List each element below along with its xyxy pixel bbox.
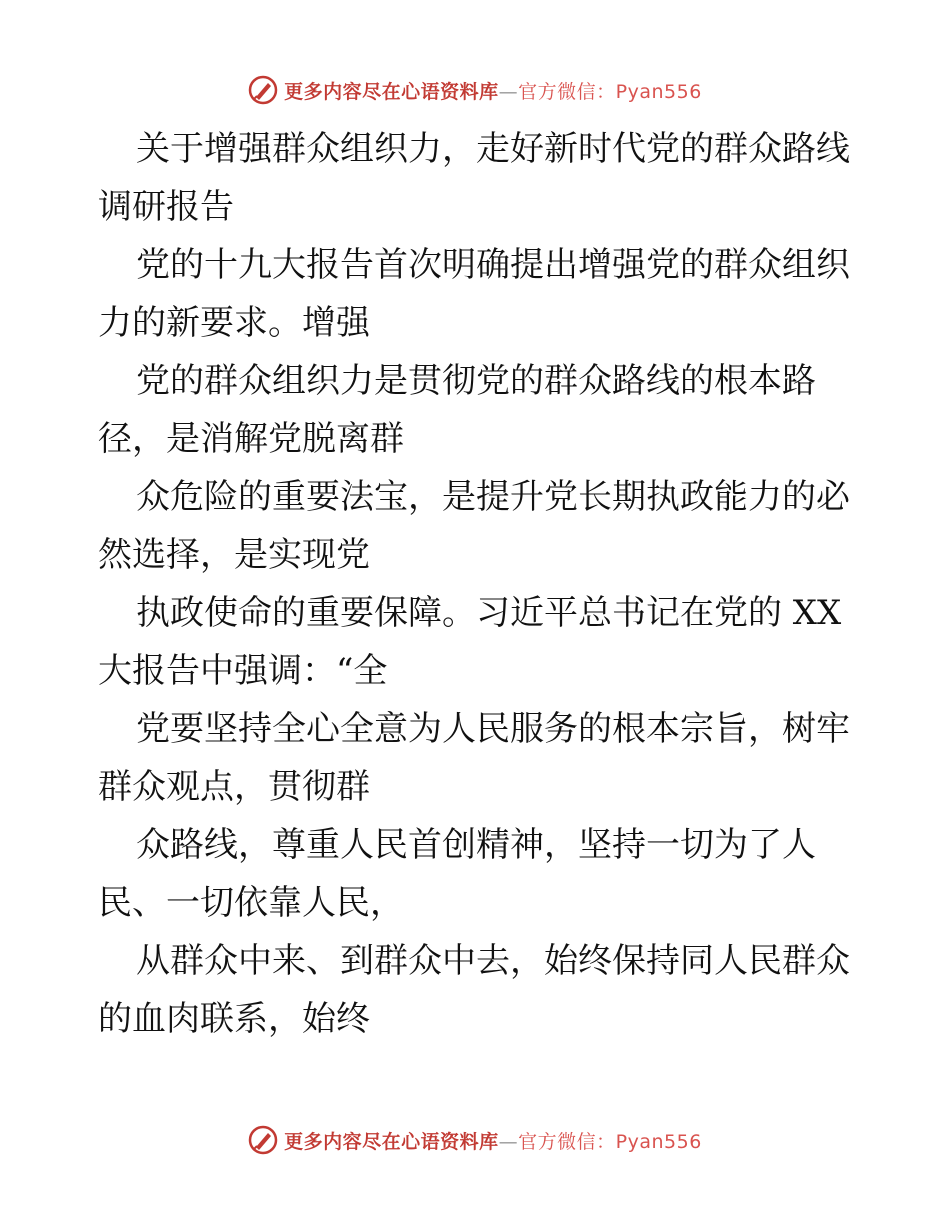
paragraph: [98, 352, 858, 468]
text-line: 径，是消解党脱离群: [98, 419, 404, 459]
text-line: 大报告中强调：“全: [98, 651, 388, 691]
text-line: 执政使命的重要保障。习近平总书记在党的 XX: [136, 593, 842, 633]
banner-text: [284, 77, 702, 104]
text-line: 群众观点，贯彻群: [98, 767, 370, 807]
paragraph: [98, 816, 858, 932]
pen-seal-logo-icon: [248, 1125, 278, 1155]
banner-separator: —: [498, 1130, 519, 1153]
banner-brand: 更多内容尽在心语资料库: [284, 1130, 499, 1153]
text-line: 众危险的重要法宝，是提升党长期执政能力的必: [136, 477, 850, 517]
text-line: 的血肉联系，始终: [98, 999, 370, 1039]
paragraph: [98, 236, 858, 352]
banner-brand: 更多内容尽在心语资料库: [284, 80, 499, 103]
document-body: [98, 120, 858, 1048]
paragraph: [98, 932, 858, 1048]
text-line: 调研报告: [98, 187, 234, 227]
banner-wechat: 官方微信：Pyan556: [518, 80, 702, 103]
text-line: 然选择，是实现党: [98, 535, 370, 575]
paragraph: [98, 120, 858, 236]
banner-separator: —: [498, 80, 519, 103]
paragraph: [98, 584, 858, 700]
banner-wechat: 官方微信：Pyan556: [518, 1130, 702, 1153]
paragraph: [98, 700, 858, 816]
text-line: 众路线，尊重人民首创精神，坚持一切为了人: [136, 825, 816, 865]
paragraph: [98, 468, 858, 584]
footer-banner: [0, 1120, 950, 1160]
banner-text: [284, 1127, 702, 1154]
text-line: 力的新要求。增强: [98, 303, 370, 343]
header-banner: [0, 70, 950, 110]
text-line: 从群众中来、到群众中去，始终保持同人民群众: [136, 941, 850, 981]
text-line: 党的群众组织力是贯彻党的群众路线的根本路: [136, 361, 816, 401]
text-line: 党的十九大报告首次明确提出增强党的群众组织: [136, 245, 850, 285]
text-line: 关于增强群众组织力，走好新时代党的群众路线: [136, 129, 850, 169]
text-line: 民、一切依靠人民，: [98, 883, 404, 923]
text-line: 党要坚持全心全意为人民服务的根本宗旨，树牢: [136, 709, 850, 749]
pen-seal-logo-icon: [248, 75, 278, 105]
